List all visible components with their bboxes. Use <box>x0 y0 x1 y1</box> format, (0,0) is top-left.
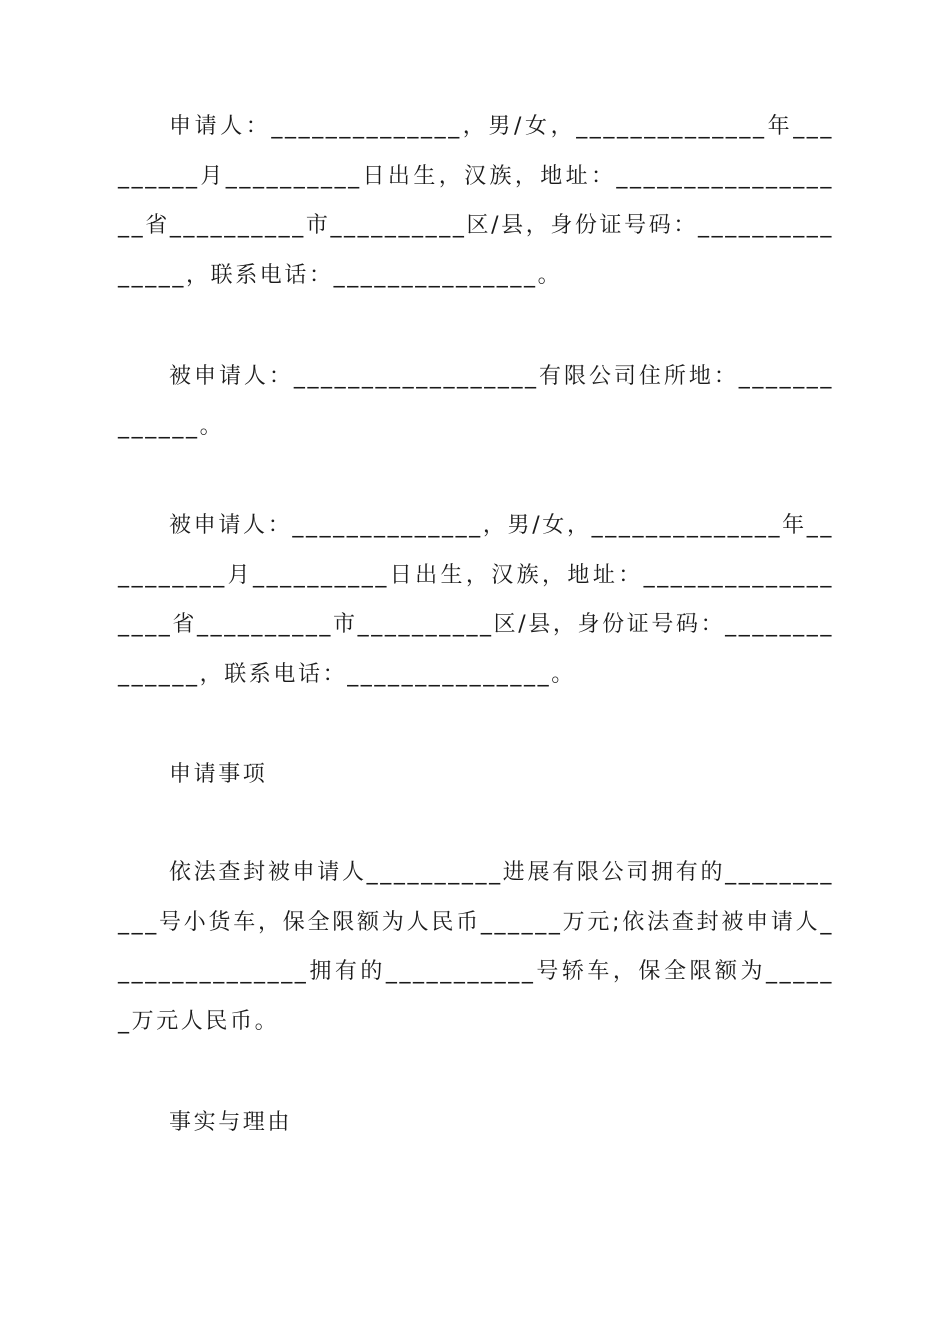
applicant-paragraph: 申请人：______________，男/女，______________年_________月__________日出生，汉族，地址：__________________省__________市__________区/县，身份证号码：_______________，联系电话：_______________。 <box>118 114 834 288</box>
apply-items-paragraph: 依法查封被申请人__________进展有限公司拥有的___________号小货车，保全限额为人民币______万元;依法查封被申请人_______________拥有的___________号轿车，保全限额为______万元人民币。 <box>118 860 834 1034</box>
respondent-company-paragraph: 被申请人：__________________有限公司住所地：_____________。 <box>118 364 834 439</box>
section-heading-facts-reasons: 事实与理由 <box>169 1110 293 1135</box>
section-heading-apply-items: 申请事项 <box>169 762 268 787</box>
respondent-person-paragraph: 被申请人：______________，男/女，______________年__________月__________日出生，汉族，地址：__________________省__________市__________区/县，身份证号码：______________，联系电话：_______________。 <box>118 513 834 687</box>
